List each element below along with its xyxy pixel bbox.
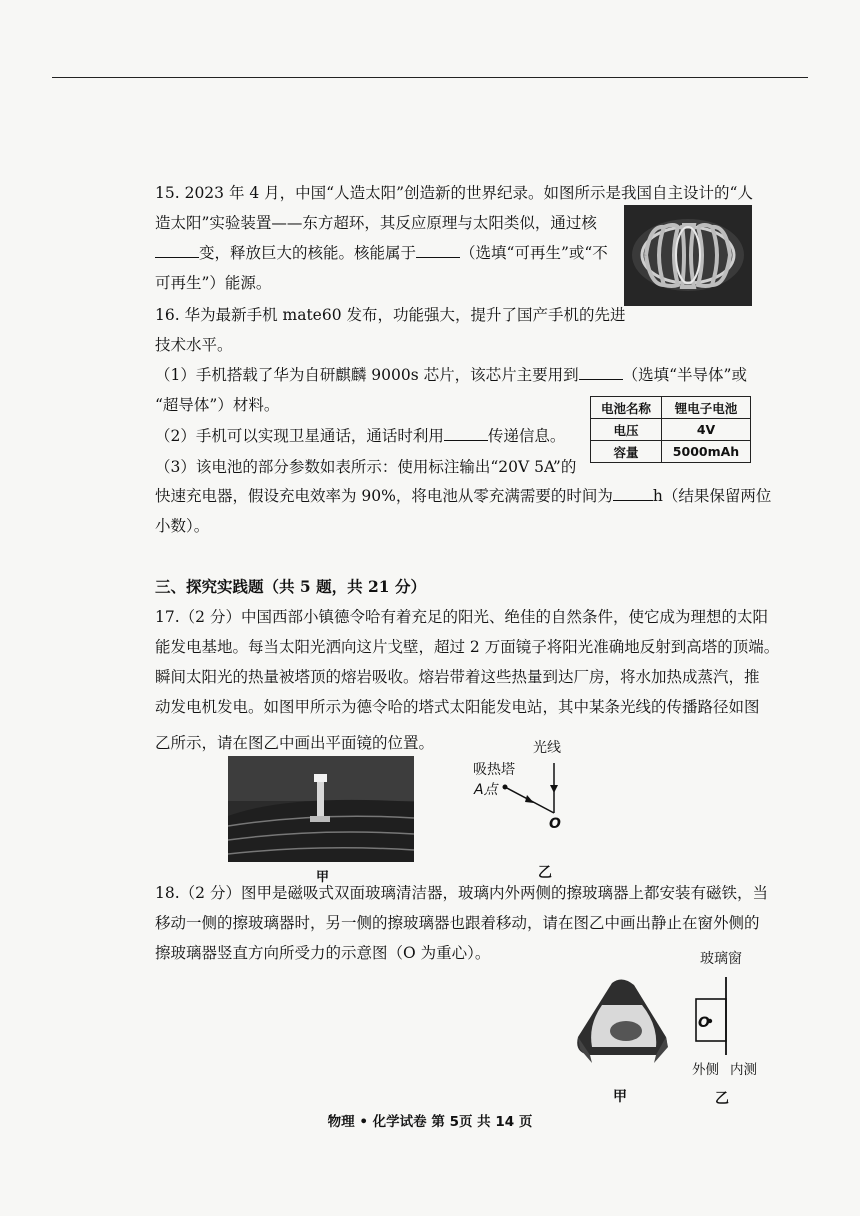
q16-part1-line: （1）手机搭载了华为自研麒麟 9000s 芯片，该芯片主要用到 （选填“半导体”或: [155, 366, 747, 384]
figure-caption-yi-2: 乙: [715, 1091, 729, 1107]
answer-blank: [444, 426, 488, 441]
q16-part2-line: （2）手机可以实现卫星通话，通话时利用 传递信息。: [155, 427, 566, 445]
q17-line-3: 瞬间太阳光的热量被塔顶的熔岩吸收。熔岩带着这些热量到达厂房，将水加热成蒸汽，推: [155, 668, 760, 686]
q16-line-1: 16. 华为最新手机 mate60 发布，功能强大，提升了国产手机的先进: [155, 306, 626, 324]
table-row: 电压 4V: [591, 419, 751, 441]
point-a-label: A点: [474, 782, 498, 798]
light-label: 光线: [533, 740, 561, 756]
solar-tower-photo: [228, 756, 414, 862]
figure-caption-jia-2: 甲: [613, 1089, 627, 1105]
center-of-gravity-label: O: [698, 1015, 710, 1031]
tower-label: 吸热塔: [473, 762, 515, 778]
q16-part3-line: （3）该电池的部分参数如表所示：使用标注输出“20V 5A”的: [155, 458, 577, 476]
inside-label: 内测: [730, 1062, 757, 1078]
q18-line-1: 18.（2 分）图甲是磁吸式双面玻璃清洁器，玻璃内外两侧的擦玻璃器上都安装有磁铁，当: [155, 884, 768, 902]
answer-blank: [155, 243, 199, 258]
header-rule: [52, 77, 808, 78]
page-footer: 物理 • 化学试卷 第 5页 共 14 页: [327, 1114, 533, 1130]
tokamak-photo: [624, 205, 752, 306]
window-cleaner-photo: [572, 975, 672, 1070]
figure-caption-jia: 甲: [316, 870, 330, 885]
q18-line-2: 移动一侧的擦玻璃器时，另一侧的擦玻璃器也跟着移动，请在图乙中画出静止在窗外侧的: [155, 914, 760, 932]
glass-window-diagram: [680, 975, 750, 1060]
point-o-label: O: [549, 816, 561, 832]
q17-line-2: 能发电基地。每当太阳光洒向这片戈壁，超过 2 万面镜子将阳光准确地反射到高塔的顶端。: [155, 638, 780, 656]
answer-blank: [579, 365, 623, 380]
q15-line-2: 造太阳”实验装置——东方超环，其反应原理与太阳类似，通过核: [155, 214, 597, 232]
battery-table: [590, 396, 751, 463]
q16-part1-line-2: “超导体”）材料。: [155, 396, 280, 414]
q17-line-4: 动发电机发电。如图甲所示为德令哈的塔式太阳能发电站，其中某条光线的传播路径如图: [155, 698, 760, 716]
q15-line-1: 15. 2023 年 4 月，中国“人造太阳”创造新的世界纪录。如图所示是我国自主设计的“人: [155, 184, 753, 202]
answer-blank: [613, 486, 653, 501]
answer-blank: [416, 243, 460, 258]
q17-line-5: 乙所示，请在图乙中画出平面镜的位置。: [155, 734, 435, 752]
q16-line-2: 技术水平。: [155, 336, 233, 354]
q16-part3-line-2: 快速充电器，假设充电效率为 90%，将电池从零充满需要的时间为 h（结果保留两位: [155, 487, 772, 505]
table-row: 容量 5000mAh: [591, 441, 751, 463]
q16-part3-line-3: 小数）。: [155, 517, 210, 535]
q15-line-4: 可再生”）能源。: [155, 274, 272, 292]
figure-caption-yi: 乙: [538, 865, 552, 881]
table-row: 电池名称 锂电子电池: [591, 397, 751, 419]
section-title: 三、探究实践题（共 5 题，共 21 分）: [155, 577, 426, 596]
window-label: 玻璃窗: [700, 951, 742, 967]
q17-line-1: 17.（2 分）中国西部小镇德令哈有着充足的阳光、绝佳的自然条件，使它成为理想的太阳: [155, 608, 768, 626]
q18-line-3: 擦玻璃器竖直方向所受力的示意图（O 为重心）。: [155, 944, 491, 962]
outside-label: 外侧: [692, 1062, 719, 1078]
q15-line-3: 变，释放巨大的核能。核能属于 （选填“可再生”或“不: [155, 243, 608, 263]
